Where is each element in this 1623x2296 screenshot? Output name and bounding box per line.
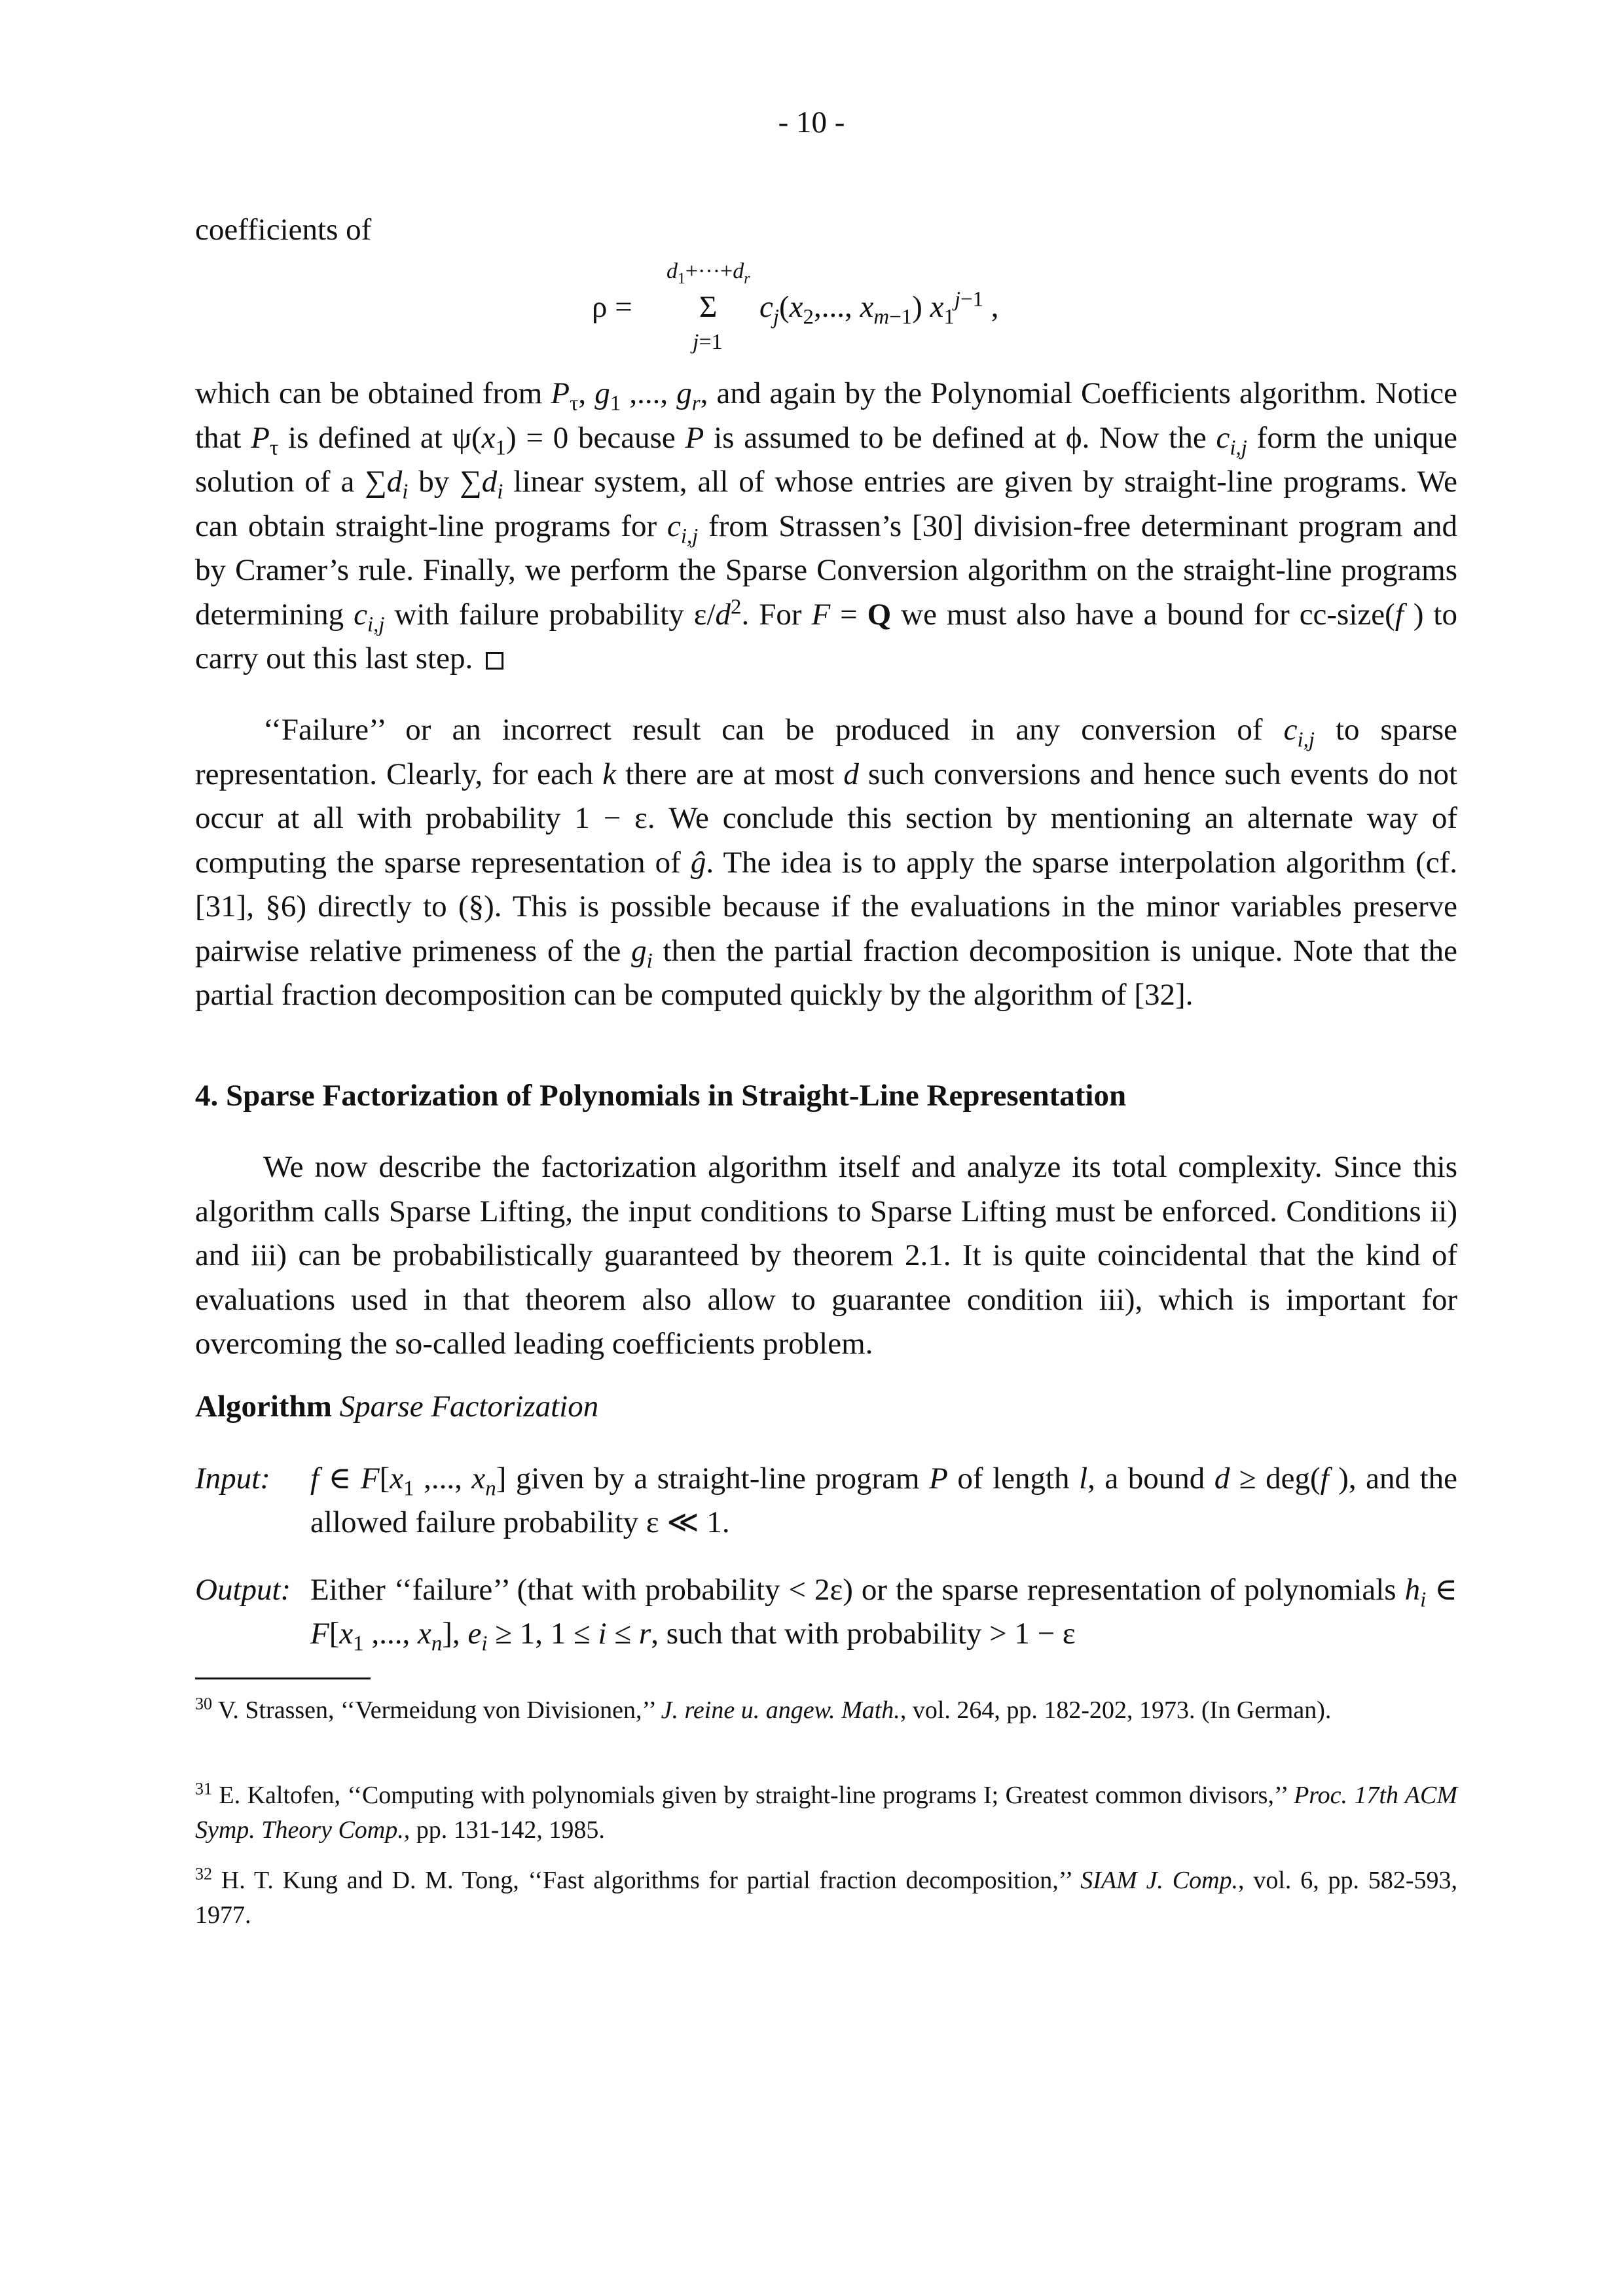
output-label: Output: [195, 1573, 291, 1607]
algorithm-title [195, 1389, 598, 1424]
sum-upper-limit: $d_1+\cdot\cdot\cdot+d_r$ [666, 259, 750, 287]
sum-term: $c_j(x_2$,..., $x_{m-1}$) $x_1^{j-1}$ , [759, 287, 999, 329]
sum-symbol: Σ [699, 290, 718, 324]
paragraph-failure: ‘‘Failure’’ or an incorrect result can be produced in any conversion of $c_{i,j}$ to sparse representation. Clearly, for each k there are at most d such conversions and hence such events do not occur at all with probability 1 − ε. We conclude this section by mentioning an alternate way of computing the sparse representation of ĝ. The idea is to apply the sparse interpolation algorithm (cf. [31], §6) directly to (§). This is possible because if the evaluations in the minor variables preserve pairwise relative primeness of the $g_i$ then the partial fraction decomposition is unique. Note that the partial fraction decomposition can be computed quickly by the algorithm of [32]. [195, 713, 1458, 1012]
footnote-31: $^{31}$ E. Kaltofen, ‘‘Computing with polynomials given by straight-line programs I; Greatest common divisors,’’ Proc. 17th ACM Symp. Theory Comp., pp. 131-142, 1985. [195, 1779, 1457, 1844]
qed-box-icon [486, 652, 503, 670]
input-label: Input: [195, 1462, 270, 1496]
footnote-30: $^{30}$ V. Strassen, ‘‘Vermeidung von Divisionen,’’ J. reine u. angew. Math., vol. 264, pp. 182-202, 1973. (In German). [195, 1694, 1332, 1724]
algorithm-output [195, 1568, 1457, 1656]
footnote-number: 32 [195, 1864, 212, 1884]
page-number: - 10 - [778, 105, 845, 139]
algorithm-input [195, 1457, 1457, 1545]
output-text: Either ‘‘failure’’ (that with probability < 2ε) or the sparse representation of polynomials $h_i$ ∈ $F[x_1$ ,..., $x_n$], $e_i \ge 1$, 1 ≤ i ≤ r, such that with probability > 1 − ε [310, 1573, 1457, 1656]
paragraph-proof-end: which can be obtained from $P_\tau$, $g_1$ ,..., $g_r$, and again by the Polynomial Coefficients algorithm. Notice that $P_\tau$ is defined at $\psi(x_1) = 0$ because P is assumed to be defined at ϕ. Now the $c_{i,j}$ form the unique solution of a $\sum d_i$ by $\sum d_i$ linear system, all of whose entries are given by straight-line programs. We can obtain straight-line programs for $c_{i,j}$ from Strassen’s [30] division-free determinant program and by Cramer’s rule. Finally, we perform the Sparse Conversion algorithm on the straight-line programs determining $c_{i,j}$ with failure probability $\varepsilon/d^2$. For F = Q we must also have a bound for cc-size(f ) to carry out this last step. [195, 376, 1457, 675]
paragraph-factorization-intro: We now describe the factorization algorithm itself and analyze its total complexity. Since this algorithm calls Sparse Lifting, the input conditions to Sparse Lifting must be enforced. Conditions ii) and iii) can be probabilistically guaranteed by theorem 2.1. It is quite coincidental that the kind of evaluations used in that theorem also allow to guarantee condition iii), which is important for overcoming the so-called leading coefficients problem. [195, 1150, 1457, 1361]
input-text: f ∈ $F[x_1$ ,..., $x_n$] given by a straight-line program P of length l, a bound d ≥ deg(f ), and the allowed failure probability ε ≪ 1. [310, 1462, 1457, 1539]
footnote-separator [195, 1677, 371, 1679]
algorithm-name: Sparse Factorization [339, 1390, 599, 1424]
algorithm-keyword: Algorithm [195, 1390, 332, 1424]
equation-lhs: ρ = [592, 290, 632, 324]
footnote-number: 30 [195, 1694, 212, 1713]
sum-lower-limit: j=1 [693, 330, 723, 354]
continuation-line: coefficients of [195, 213, 372, 247]
footnote-number: 31 [195, 1779, 212, 1799]
section-heading: 4. Sparse Factorization of Polynomials in Straight-Line Representation [195, 1079, 1127, 1113]
footnote-32: $^{32}$ H. T. Kung and D. M. Tong, ‘‘Fast algorithms for partial fraction decomposition,’’ SIAM J. Comp., vol. 6, pp. 582-593, 1977. [195, 1864, 1457, 1929]
